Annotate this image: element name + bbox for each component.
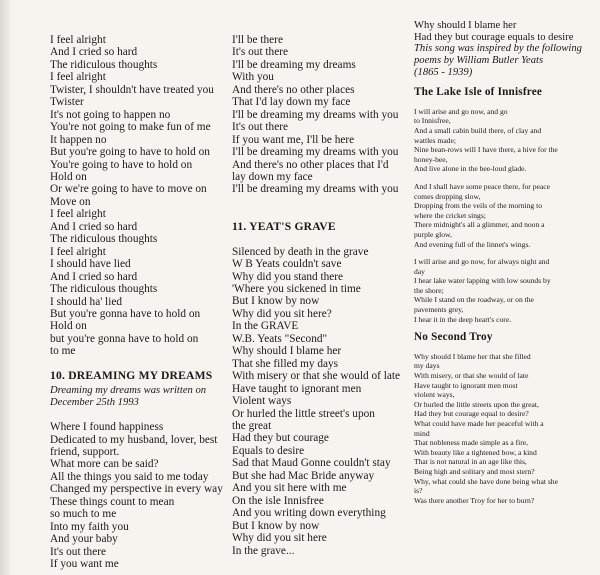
poem-line: Was there another Troy for her to burn? <box>414 495 535 505</box>
lyric-line: the great <box>232 420 272 432</box>
lyric-line: With you <box>232 71 274 84</box>
booklet-spine <box>0 0 10 575</box>
lyrics-block-4 <box>232 245 401 557</box>
lyric-line: I'll be dreaming my dreams with you <box>232 146 399 159</box>
poem-no-second-troy <box>414 352 590 506</box>
lyric-line: And your baby <box>50 533 118 546</box>
poem-line: With beauty like a tightened bow, a kind <box>414 447 537 457</box>
lyric-line: Why did you stand there <box>232 270 344 283</box>
lyric-line: Why did you sit here <box>232 532 327 545</box>
poem-line: That is not natural in an age like this, <box>414 457 527 467</box>
lyric-line: But you're gonna have to hold on <box>50 307 201 320</box>
poem-line: Had they but courage equal to desire? <box>414 409 529 419</box>
poem-line: wattles made; <box>414 135 456 145</box>
lyric-line: Twister, I shouldn't have treated you <box>50 83 214 96</box>
lyric-line: And I cried so hard <box>50 270 138 283</box>
poem-line: While I stand on the roadway, or on the <box>414 295 534 305</box>
lyric-line: Silenced by death in the grave <box>232 245 369 258</box>
lyric-line: W B Yeats couldn't save <box>232 258 342 271</box>
lyric-line: lay down my face <box>232 170 313 183</box>
lyric-line: With misery or that she would of late <box>232 370 401 383</box>
lyric-line: I should have lied <box>50 258 131 271</box>
lyric-line: That she filled my days <box>232 357 339 370</box>
lyric-line: Had they but courage <box>232 432 329 445</box>
lyric-line: But I know by now <box>232 295 320 308</box>
lyric-line: These things count to mean <box>50 495 175 508</box>
lyric-line: You're not going to make fun of me <box>50 121 211 134</box>
lyric-line: In the GRAVE <box>232 320 299 333</box>
poem-line: mind <box>414 428 430 438</box>
poem-line: I will arise and go now, and go <box>414 106 508 116</box>
poem-line: I will arise and go now, for always night and <box>414 257 550 267</box>
lyric-line: Or we're going to have to move on <box>50 183 207 196</box>
lyric-line: You're going to have to hold on <box>50 158 193 171</box>
lyric-line: It's out there <box>232 46 288 59</box>
lyric-line: I should ha' lied <box>50 295 123 308</box>
poem-line: violent ways, <box>414 390 455 400</box>
lyric-line: The ridiculous thoughts <box>50 233 158 246</box>
poem-line: What could have made her peaceful with a <box>414 419 544 428</box>
lyric-line: I'll be dreaming my dreams with you <box>232 183 399 196</box>
poem-line: to Innisfree, <box>414 116 451 126</box>
poem-line: pavements grey, <box>414 305 464 315</box>
lyric-line: Sad that Maud Gonne couldn't stay <box>232 457 391 470</box>
song-title-yeats-grave: 11. YEAT'S GRAVE <box>232 219 336 233</box>
lyric-line: What more can be said? <box>50 458 159 471</box>
lyric-line: Dedicated to my husband, lover, best <box>50 433 218 446</box>
lyric-line: Move on <box>50 195 91 208</box>
lyric-line: And there's no other places that I'd <box>232 158 389 171</box>
lyric-line: Why did you sit here? <box>232 307 332 320</box>
song-title-dreaming-my-dreams: 10. DREAMING MY DREAMS <box>50 369 213 383</box>
lyric-line: 'Where you sickened in time <box>232 283 361 296</box>
column-2 <box>232 34 401 557</box>
poem-line: the shore; <box>414 285 444 295</box>
lyric-line: And you writing down everything <box>232 507 386 520</box>
note-line: December 25th 1993 <box>50 396 139 408</box>
lyric-line: Or hurled the little street's upon <box>232 407 375 420</box>
lyrics-block-3 <box>232 34 399 196</box>
lyrics-block-2 <box>50 421 223 571</box>
poem-line: is? <box>414 486 423 496</box>
lyric-line: Have taught to ignorant men <box>232 382 362 395</box>
poem-line: day <box>414 266 425 276</box>
poem-line: comes dropping slow, <box>414 191 481 201</box>
lyric-line: And you sit here with me <box>232 482 347 495</box>
lyric-line: That I'd lay down my face <box>232 96 351 109</box>
lyric-line: I feel alright <box>50 71 106 84</box>
lyrics-block-1 <box>50 34 214 358</box>
lyric-line: Had they but courage equals to desire <box>414 31 574 43</box>
poem-line: With misery, or that she would of late <box>414 371 529 381</box>
poem-title-no-second-troy: No Second Troy <box>414 331 493 344</box>
poem-line: Have taught to ignorant men most <box>414 380 518 390</box>
lyric-line: Twister <box>50 96 84 109</box>
poem-line: And evening full of the linnet's wings. <box>414 239 531 249</box>
lyric-line: I'll be dreaming my dreams <box>232 58 356 71</box>
note-line: This song was inspired by the following <box>414 43 582 55</box>
lyric-line: I feel alright <box>50 34 106 46</box>
lyric-line: In the grave... <box>232 544 295 557</box>
poem-line: Or hurled the little streets upon the great, <box>414 399 539 409</box>
note-line: (1865 - 1939) <box>414 67 473 79</box>
lyric-line: And I cried so hard <box>50 46 138 59</box>
poem-line: my days <box>414 361 440 371</box>
poem-title-lake-isle: The Lake Isle of Innisfree <box>414 86 543 99</box>
lyric-line: so much to me <box>50 508 117 521</box>
lyrics-block-5 <box>414 20 590 43</box>
lyric-line: Why should I blame her <box>232 345 342 358</box>
lyric-line: The ridiculous thoughts <box>50 58 158 71</box>
poem-line: Why should I blame her that she filled <box>414 351 531 361</box>
poem-line: Why, what could she have done being what she <box>414 476 558 486</box>
lyric-line: friend, support. <box>50 446 120 459</box>
lyric-line: I feel alright <box>50 245 106 258</box>
poem-line: Nine bean-rows will I have there, a hive for the <box>414 145 558 155</box>
lyric-line: If you want me, I'll be here <box>232 133 355 146</box>
song-note <box>50 385 208 409</box>
note-line: Dreaming my dreams was written on <box>50 384 207 396</box>
lyric-line: I'll be there <box>232 34 283 46</box>
lyric-line: Hold on <box>50 320 87 333</box>
poem-line: And a small cabin build there, of clay and <box>414 125 542 135</box>
lyric-line: All the things you said to me today <box>50 470 209 483</box>
poem-line: purple glow, <box>414 229 452 239</box>
lyric-line: Violent ways <box>232 395 292 408</box>
lyric-line: It's out there <box>232 121 288 134</box>
note-line: poems by William Butler Yeats <box>414 55 544 67</box>
lyric-line: On the isle Innisfree <box>232 494 324 507</box>
lyric-line: If you want me <box>50 558 119 571</box>
lyric-line: to me <box>50 345 76 358</box>
lyric-line: But she had Mac Bride anyway <box>232 469 375 482</box>
poem-line: honey-bee, <box>414 154 448 164</box>
lyric-line: And there's no other places <box>232 83 355 96</box>
lyric-line: but you're gonna have to hold on <box>50 332 199 345</box>
lyric-line: I feel alright <box>50 208 106 221</box>
lyric-line: Hold on <box>50 170 87 183</box>
lyric-line: It's out there <box>50 545 106 558</box>
lyric-line: Equals to desire <box>232 444 305 457</box>
poem-lake-isle <box>414 107 590 324</box>
poem-line: And live alone in the bee-loud glade. <box>414 164 527 174</box>
lyric-line: But I know by now <box>232 519 320 532</box>
poem-attribution-note <box>414 43 590 79</box>
lyric-line: And I cried so hard <box>50 220 138 233</box>
lyric-line: Why should I blame her <box>414 20 517 31</box>
poem-line: Dropping from the veils of the morning to <box>414 201 543 211</box>
poem-line: I hear it in the deep heart's core. <box>414 314 512 324</box>
column-1 <box>50 34 223 571</box>
lyric-line: Where I found happiness <box>50 421 164 434</box>
poem-line: I hear lake water lapping with low sounds by <box>414 276 551 286</box>
poem-line: That nobleness made simple as a fire, <box>414 438 529 448</box>
column-3 <box>414 20 590 505</box>
lyric-line: W.B. Yeats "Second" <box>232 332 328 345</box>
lyric-line: The ridiculous thoughts <box>50 283 158 296</box>
lyric-line: It happen no <box>50 133 107 146</box>
poem-line: And I shall have some peace there, for peace <box>414 181 550 191</box>
poem-line: There midnight's all a glimmer, and noon a <box>414 220 545 230</box>
lyric-line: I'll be dreaming my dreams with you <box>232 108 399 121</box>
lyric-line: Changed my perspective in every way <box>50 483 223 496</box>
lyric-line: Into my faith you <box>50 520 129 533</box>
lyric-line: It's not going to happen no <box>50 108 171 121</box>
poem-line: where the cricket sings; <box>414 210 486 220</box>
poem-line: Being high and solitary and most stern? <box>414 466 535 476</box>
lyric-line: But you're going to have to hold on <box>50 146 210 159</box>
